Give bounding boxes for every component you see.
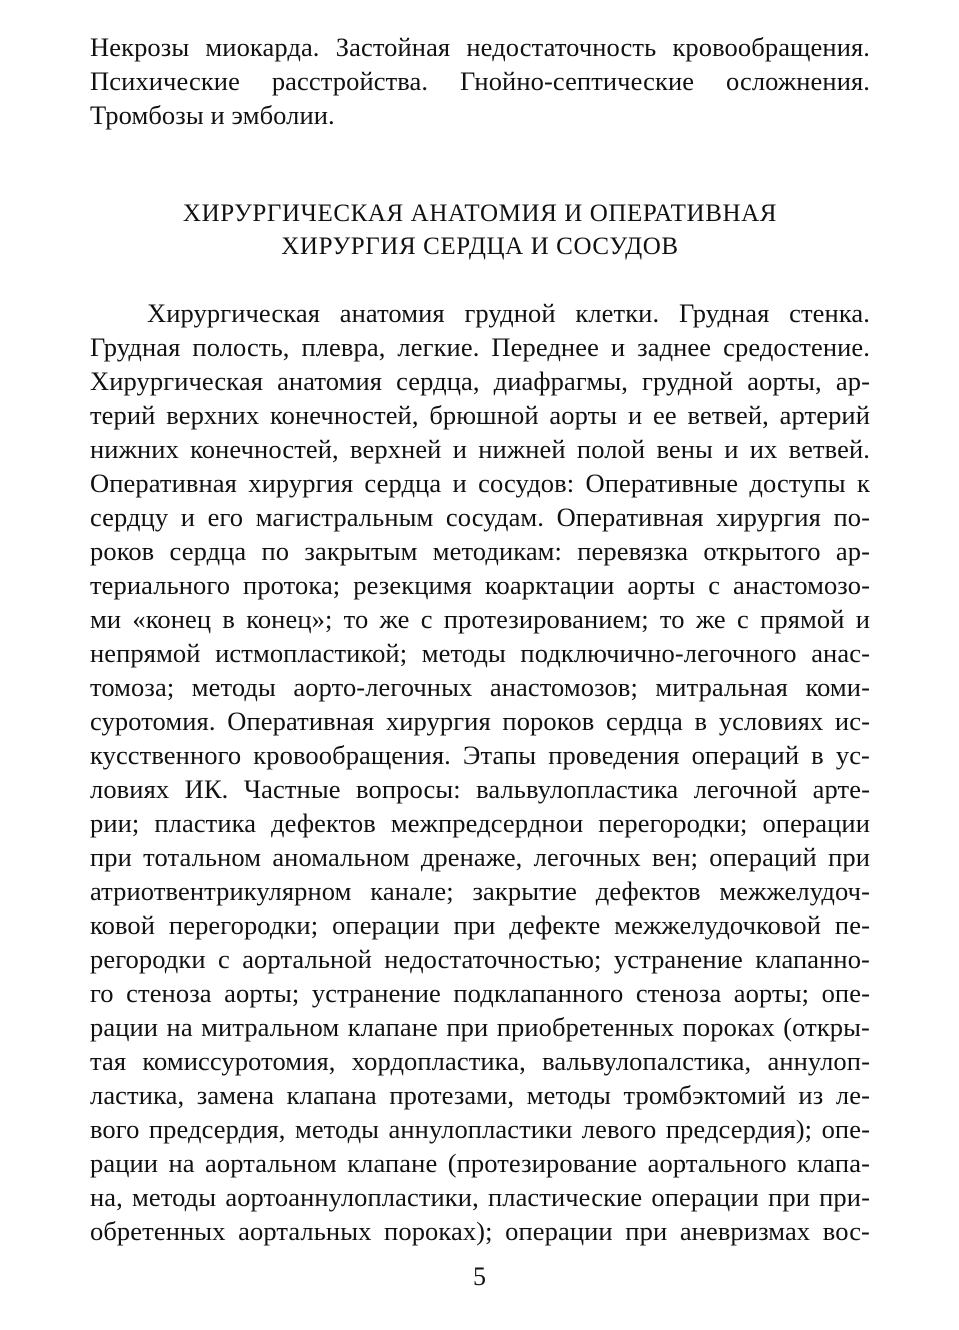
body-line: рации на митральном клапане при приобретенных пороках (откры- — [90, 1012, 870, 1042]
body-line: Оперативная хирургия сердца и сосудов: Оперативные доступы к — [90, 468, 870, 498]
section-heading-line: ХИРУРГИЧЕСКАЯ АНАТОМИЯ И ОПЕРАТИВНАЯ — [182, 200, 778, 227]
body-line: терий верхних конечностей, брюшной аорты и ее ветвей, артерий — [90, 400, 870, 430]
body-line: суротомия. Оперативная хирургия пороков сердца в условиях ис- — [90, 706, 870, 736]
body-line: ластика, замена клапана протезами, методы тромбэктомий из ле- — [90, 1080, 870, 1110]
body-line: го стеноза аорты; устранение подклапанного стеноза аорты; опе- — [90, 978, 870, 1008]
body-line: непрямой истмопластикой; методы подключично-легочного анас- — [90, 638, 870, 668]
body-line: ловиях ИК. Частные вопросы: вальвулопластика легочной арте- — [90, 774, 870, 804]
body-line: томоза; методы аорто-легочных анастомозов; митральная коми- — [90, 672, 870, 702]
body-line: регородки с аортальной недостаточностью; устранение клапанно- — [90, 944, 870, 974]
body-line: тая комиссуротомия, хордопластика, вальвулопалстика, аннулоп- — [90, 1046, 870, 1076]
body-line: роков сердца по закрытым методикам: перевязка открытого ар- — [90, 536, 870, 566]
body-line: на, методы аортоаннулопластики, пластические операции при при- — [90, 1182, 870, 1212]
body-line: сердцу и его магистральным сосудам. Оперативная хирургия по- — [90, 502, 870, 532]
intro-line: Психические расстройства. Гнойно-септические осложнения. — [90, 66, 870, 96]
body-line: ковой перегородки; операции при дефекте межжелудочковой пе- — [90, 910, 870, 940]
body-line: атриотвентрикулярном канале; закрытие дефектов межжелудоч- — [90, 876, 870, 906]
body-line: Грудная полость, плевра, легкие. Переднее и заднее средостение. — [90, 332, 870, 362]
body-line: ми «конец в конец»; то же с протезированием; то же с прямой и — [90, 604, 870, 634]
section-heading-line: ХИРУРГИЯ СЕРДЦА И СОСУДОВ — [281, 233, 679, 260]
body-line: рии; пластика дефектов межпредсерднои перегородки; операции — [90, 808, 870, 838]
body-line: териального протока; резекцимя коарктации аорты с анастомозо- — [90, 570, 870, 600]
body-line: рации на аортальном клапане (протезирование аортального клапа- — [90, 1148, 870, 1178]
body-line: кусственного кровообращения. Этапы проведения операций в ус- — [90, 740, 870, 770]
body-line: нижних конечностей, верхней и нижней полой вены и их ветвей. — [90, 434, 870, 464]
body-line: Хирургическая анатомия грудной клетки. Грудная стенка. — [147, 298, 870, 328]
body-line: вого предсердия, методы аннулопластики левого предсердия); опе- — [90, 1114, 870, 1144]
body-line: Хирургическая анатомия сердца, диафрагмы, грудной аорты, ар- — [90, 366, 870, 396]
page-number: 5 — [473, 1262, 486, 1291]
intro-line: Некрозы миокарда. Застойная недостаточность кровообращения. — [90, 32, 870, 62]
body-line: обретенных аортальных пороках); операции при аневризмах вос- — [90, 1216, 870, 1246]
intro-line: Тромбозы и эмболии. — [90, 100, 335, 130]
body-line: при тотальном аномальном дренаже, легочных вен; операций при — [90, 842, 870, 872]
